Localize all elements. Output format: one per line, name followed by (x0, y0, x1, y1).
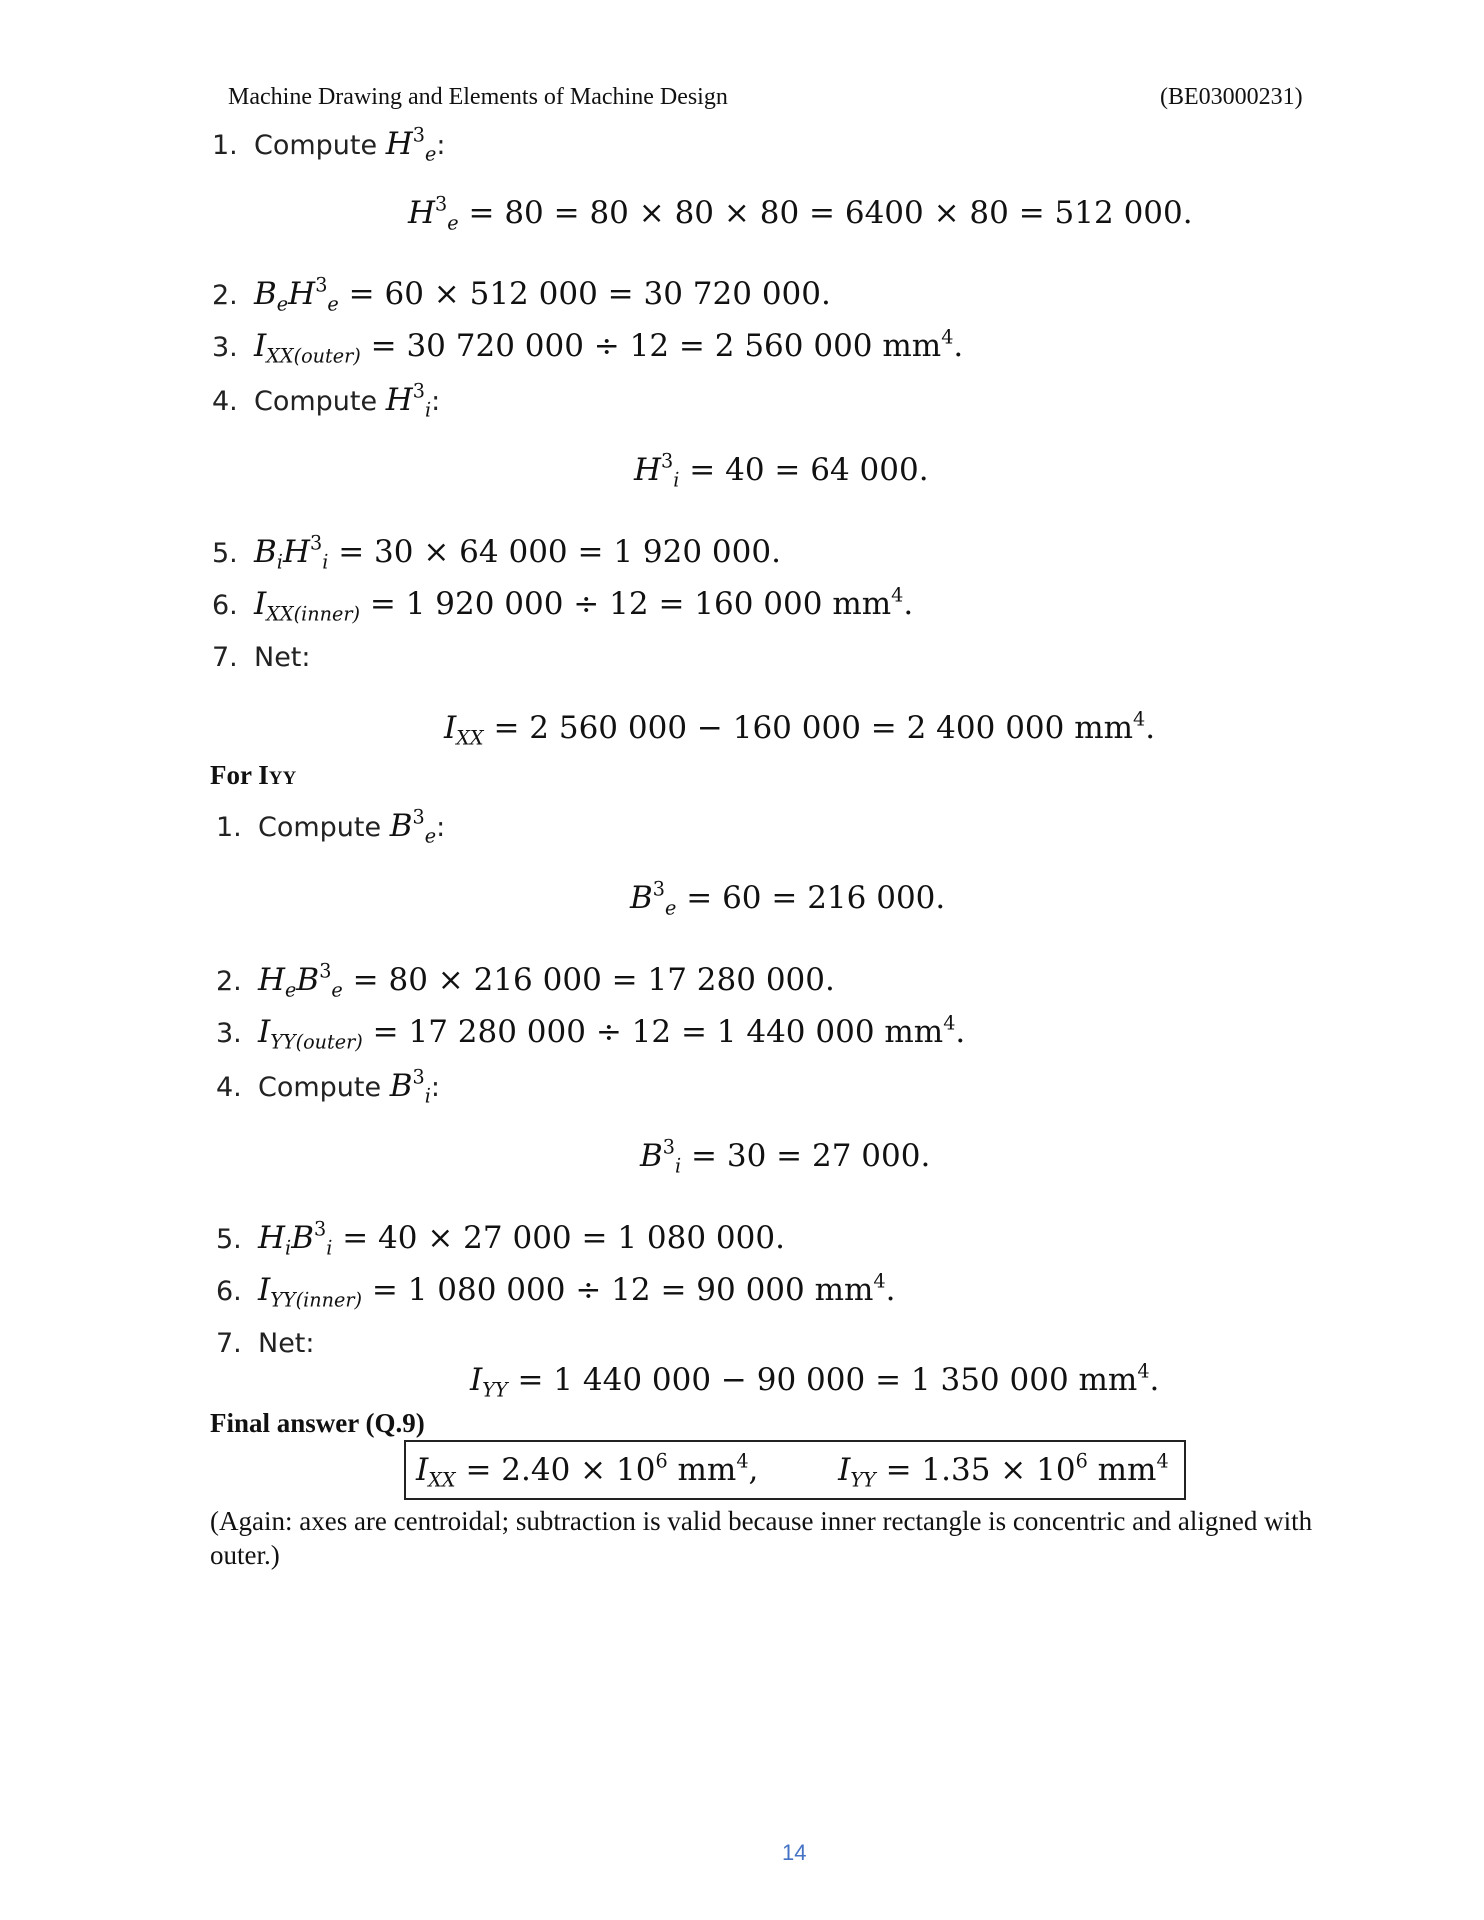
iyy-display-4: $B^3_i = 30 = 27$ 000. (640, 1135, 931, 1178)
ixx-step-3: 3. $I_{XX(outer)} = 30$ 720 000 ÷ 12 = 2 560 000 $mm^4$. (212, 325, 964, 368)
ixx-step-1: 1. Compute $H^3_e$: (212, 123, 446, 166)
ixx-net-equation: $I_{XX} = 2$ 560 000 − 160 000 = 2 400 000 $mm^4$. (444, 707, 1156, 750)
iyy-step-7 (216, 1328, 315, 1359)
unit: mm (677, 1452, 737, 1488)
note-paragraph: (Again: axes are centroidal; subtraction is valid because inner rectangle is concentric and aligned with outer.) (210, 1506, 1313, 1570)
header-title: Machine Drawing and Elements of Machine Design (228, 84, 728, 110)
iyy-step-5: 5. $H_iB^3_i = 40 \times 27$ 000 = 1 080 000. (216, 1217, 785, 1260)
step-number: 4. (216, 1072, 242, 1103)
ixx-step-2: 2. $B_eH^3_e = 60 \times 512$ 000 = 30 720 000. (212, 273, 831, 316)
step-text: Net: (254, 642, 311, 673)
step-number: 7. (212, 642, 238, 673)
step-text: Compute (258, 812, 382, 843)
ixx-step-4: 4. Compute $H^3_i$: (212, 379, 441, 422)
step-number: 1. (216, 812, 242, 843)
step-number: 4. (212, 386, 238, 417)
page-number: 14 (782, 1840, 807, 1865)
final-answer-box: $I_{XX} = 2.40 \times 10^6$ $mm^4$, $I_{YY} = 1.35 \times 10^6$ $mm^4$ (404, 1440, 1186, 1500)
step-number: 1. (212, 130, 238, 161)
equation: = 40 = 64 000. (689, 452, 929, 488)
equation: = 60 × 512 000 = 30 720 000. (348, 276, 831, 312)
step-text: Compute (254, 386, 378, 417)
equation: = 40 × 27 000 = 1 080 000. (342, 1220, 785, 1256)
step-number: 5. (212, 538, 238, 569)
equation: = 30 720 000 ÷ 12 = 2 560 000 mm (370, 328, 942, 364)
ixx-step-7 (212, 642, 311, 673)
equation: = 17 280 000 ÷ 12 = 1 440 000 mm (372, 1014, 944, 1050)
iyy-result: = 1.35 × 10 (885, 1452, 1076, 1488)
step-number: 3. (212, 332, 238, 363)
ixx-display-1: $H^3_e = 80 = 80 \times 80 \times 80 = 6400 \times 80 = 512$ 000. (408, 192, 1193, 235)
subscript: XX(inner) (266, 602, 360, 626)
step-number: 2. (212, 280, 238, 311)
equation: = 1 440 000 − 90 000 = 1 350 000 mm (517, 1362, 1138, 1398)
ixx-step-5: 5. $B_iH^3_i = 30 \times 64$ 000 = 1 920 000. (212, 531, 781, 574)
step-text: Compute (254, 130, 378, 161)
step-number: 6. (216, 1276, 242, 1307)
equation: = 30 = 27 000. (691, 1138, 931, 1174)
equation: = 2 560 000 − 160 000 = 2 400 000 mm (493, 710, 1134, 746)
iyy-display-1: $B^3_e = 60 = 216$ 000. (630, 877, 946, 920)
iyy-net-equation: $I_{YY} = 1$ 440 000 − 90 000 = 1 350 000 $mm^4$. (470, 1359, 1160, 1402)
iyy-step-6: 6. $I_{YY(inner)} = 1$ 080 000 ÷ 12 = 90 000 $mm^4$. (216, 1269, 896, 1312)
equation: = 1 920 000 ÷ 12 = 160 000 mm (369, 586, 892, 622)
heading-subscript: YY (268, 768, 297, 789)
iyy-step-3: 3. $I_{YY(outer)} = 17$ 280 000 ÷ 12 = 1 440 000 $mm^4$. (216, 1011, 966, 1054)
iyy-heading (210, 760, 296, 791)
step-text: Compute (258, 1072, 382, 1103)
ixx-step-6: 6. $I_{XX(inner)} = 1$ 920 000 ÷ 12 = 160 000 $mm^4$. (212, 583, 914, 626)
subscript: XX (456, 726, 484, 750)
iyy-step-4: 4. Compute $B^3_i$: (216, 1065, 440, 1108)
ixx-result: = 2.40 × 10 (465, 1452, 656, 1488)
unit: mm (1097, 1452, 1157, 1488)
equation: = 30 × 64 000 = 1 920 000. (338, 534, 781, 570)
equation: = 80 × 216 000 = 17 280 000. (352, 962, 835, 998)
header-code: (BE03000231) (1160, 84, 1303, 110)
final-answer-heading: Final answer (Q.9) (210, 1408, 425, 1438)
equation: = 60 = 216 000. (686, 880, 946, 916)
iyy-step-1: 1. Compute $B^3_e$: (216, 805, 446, 848)
subscript: YY(outer) (270, 1030, 363, 1054)
ixx-display-4: $H^3_i = 40 = 64$ 000. (634, 449, 929, 492)
subscript: YY(inner) (270, 1288, 363, 1312)
equation: = 80 = 80 × 80 × 80 = 6400 × 80 = 512 000. (468, 195, 1193, 231)
step-number: 2. (216, 966, 242, 997)
equation: = 1 080 000 ÷ 12 = 90 000 mm (371, 1272, 874, 1308)
step-number: 6. (212, 590, 238, 621)
step-text: Net: (258, 1328, 315, 1359)
subscript: XX(outer) (266, 344, 361, 368)
step-number: 3. (216, 1018, 242, 1049)
subscript: YY (482, 1378, 508, 1402)
heading-text: For I (210, 760, 269, 790)
step-number: 7. (216, 1328, 242, 1359)
step-number: 5. (216, 1224, 242, 1255)
iyy-step-2: 2. $H_eB^3_e = 80 \times 216$ 000 = 17 280 000. (216, 959, 835, 1002)
